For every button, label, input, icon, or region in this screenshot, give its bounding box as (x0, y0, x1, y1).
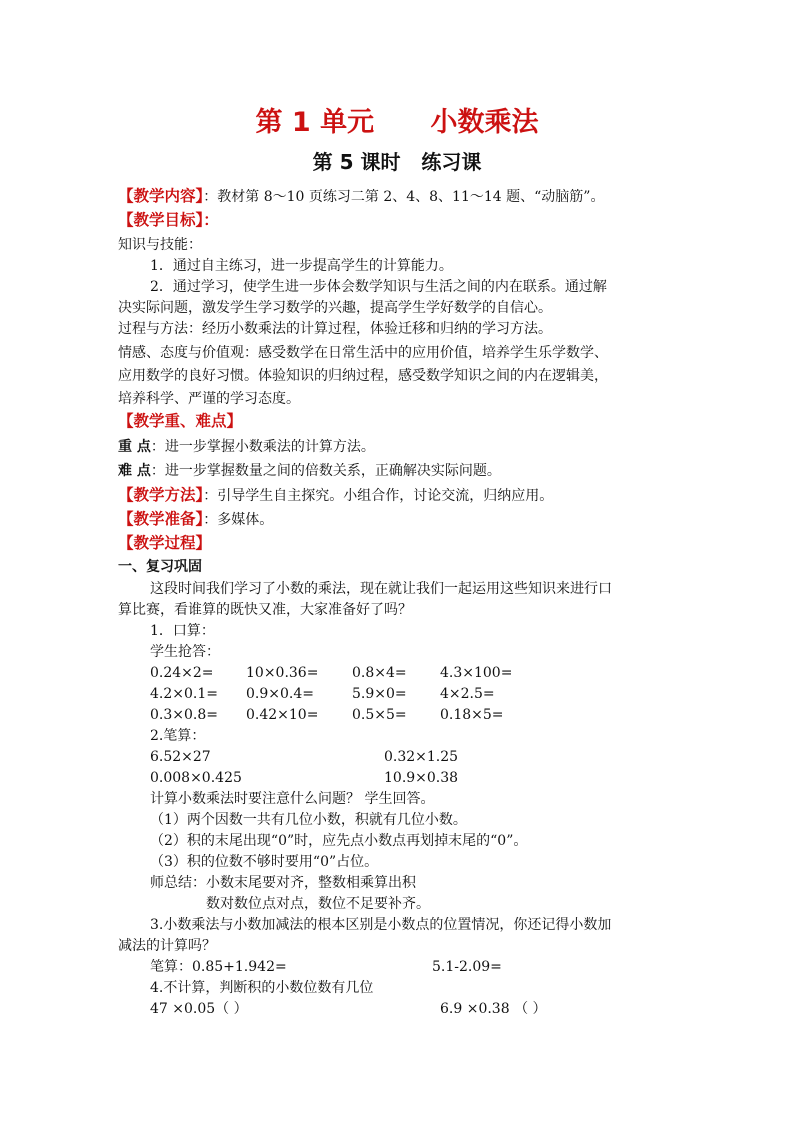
emotion-line-1: 情感、态度与价值观：感受数学在日常生活中的应用价值，培养学生乐学数学、 (118, 345, 608, 361)
preparation-label: 【教学准备】 (118, 510, 204, 528)
question-3-label: 笔算： (150, 959, 192, 975)
written-item: 0.32×1.25 (384, 749, 459, 765)
key-point-row (118, 438, 375, 456)
lesson-subtitle: 第 5 课时 练习课 (312, 150, 482, 174)
written-item: 10.9×0.38 (384, 770, 459, 786)
content-label: 【教学内容】 (118, 187, 204, 205)
question-4-heading: 4.不计算，判断积的小数位数有几位 (150, 980, 374, 996)
note-item: （2）积的末尾出现“0”时，应先点小数点再划掉末尾的“0”。 (150, 833, 528, 849)
method-row (118, 486, 553, 505)
objective-item-2-line-1: 2．通过学习，使学生进一步体会数学知识与生活之间的内在联系。通过解 (150, 279, 607, 295)
summary-line-1: 师总结：小数末尾要对齐，整数相乘算出积 (150, 875, 416, 891)
objectives-label: 【教学目标】 (118, 211, 204, 229)
note-item: （1）两个因数一共有几位小数，积就有几位小数。 (150, 812, 467, 828)
objective-item-2-line-2: 决实际问题，激发学生学习数学的兴趣，提高学生学好数学的自信心。 (118, 300, 552, 316)
written-item: 6.52×27 (150, 749, 211, 765)
oral-item: 0.3×0.8= (150, 707, 218, 723)
method-label: 【教学方法】 (118, 486, 204, 504)
intro-line-1: 这段时间我们学习了小数的乘法，现在就让我们一起运用这些知识来进行口 (150, 581, 612, 597)
key-point-text: ：进一步掌握小数乘法的计算方法。 (150, 439, 375, 455)
method-text: ：引导学生自主探究。小组合作，讨论交流，归纳应用。 (203, 488, 554, 504)
unit-title: 第 1 单元 小数乘法 (255, 107, 539, 138)
oral-item: 0.42×10= (246, 707, 319, 723)
content-text: ：教材第 8～10 页练习二第 2、4、8、11～14 题、“动脑筋”。 (203, 189, 605, 205)
attention-question: 计算小数乘法时要注意什么问题？ 学生回答。 (150, 791, 435, 807)
difficult-point-text: ：进一步掌握数量之间的倍数关系，正确解决实际问题。 (150, 463, 501, 479)
oral-item: 0.9×0.4= (246, 686, 314, 702)
question-3-item: 0.85+1.942= (192, 959, 287, 975)
content-row (118, 187, 604, 206)
oral-item: 4.2×0.1= (150, 686, 218, 702)
preparation-text: ：多媒体。 (203, 512, 274, 528)
knowledge-heading: 知识与技能： (118, 237, 202, 253)
oral-item: 0.8×4= (352, 665, 407, 681)
question-4-item: 6.9 ×0.38 （ ） (440, 1001, 547, 1017)
preparation-row (118, 510, 273, 529)
difficult-point-label: 难 点 (118, 463, 151, 479)
oral-item: 4×2.5= (440, 686, 495, 702)
question-3-line-1: 3.小数乘法与小数加减法的根本区别是小数点的位置情况，你还记得小数加 (150, 917, 612, 933)
difficult-point-row (118, 462, 501, 480)
question-4-item: 47 ×0.05（ ） (150, 1001, 248, 1017)
intro-line-2: 算比赛，看谁算的既快又准，大家准备好了吗？ (118, 602, 412, 618)
oral-item: 10×0.36= (246, 665, 319, 681)
written-heading: 2.笔算： (150, 728, 206, 744)
note-item: （3）积的位数不够时要用“0”占位。 (150, 854, 379, 870)
oral-item: 5.9×0= (352, 686, 407, 702)
answer-prompt: 学生抢答： (150, 644, 220, 660)
objectives-colon: ： (203, 211, 219, 229)
oral-item: 0.5×5= (352, 707, 407, 723)
objective-item-1: 1．通过自主练习，进一步提高学生的计算能力。 (150, 258, 453, 274)
review-heading: 一、复习巩固 (118, 559, 202, 575)
key-point-label: 重 点 (118, 439, 151, 455)
oral-item: 0.24×2= (150, 665, 214, 681)
written-item: 0.008×0.425 (150, 770, 242, 786)
question-3-row (150, 958, 287, 976)
objectives-row (118, 211, 219, 230)
key-points-label: 【教学重、难点】 (118, 412, 243, 430)
summary-line-2: 数对数位点对点，数位不足要补齐。 (206, 896, 430, 912)
emotion-line-3: 培养科学、严谨的学习态度。 (118, 391, 300, 407)
oral-item: 4.3×100= (440, 665, 513, 681)
question-3-line-2: 减法的计算吗？ (118, 938, 216, 954)
question-3-item: 5.1-2.09= (432, 959, 502, 975)
emotion-line-2: 应用数学的良好习惯。体验知识的归纳过程，感受数学知识之间的内在逻辑美， (118, 368, 608, 384)
teaching-process-label: 【教学过程】 (118, 534, 212, 552)
process-method-line: 过程与方法：经历小数乘法的计算过程，体验迁移和归纳的学习方法。 (118, 321, 552, 337)
oral-heading: 1．口算： (150, 623, 215, 639)
oral-item: 0.18×5= (440, 707, 504, 723)
